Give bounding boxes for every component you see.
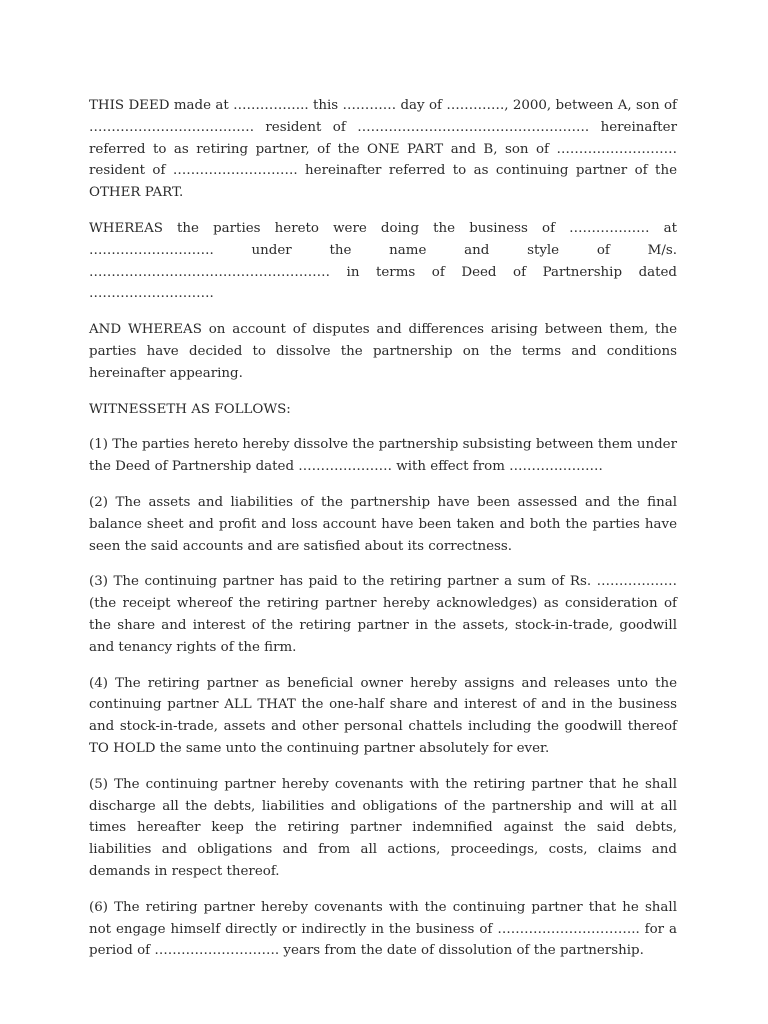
whereas-business-paragraph: WHEREAS the parties hereto were doing the business of ……………… at ………………………. under the name and style of M/s. ……………………………………………… in terms of Deed of Partnership dated ……………………….	[89, 220, 677, 302]
clause-5-liabilities: (5) The continuing partner hereby covenants with the retiring partner that he shall discharge all the debts, liabilities and obligations of the partnership and will at all times hereafter keep the retiring partner indemnified against the said debts, liabilities and obligations and from all actions, proceedings, costs, claims and demands in respect thereof.	[89, 776, 677, 879]
clause-2-accounts: (2) The assets and liabilities of the partnership have been assessed and the final balance sheet and profit and loss account have been taken and both the parties have seen the said accounts and are satisfied about its correctness.	[89, 494, 677, 554]
and-whereas-disputes-paragraph: AND WHEREAS on account of disputes and differences arising between them, the parties have decided to dissolve the partnership on the terms and conditions hereinafter appearing.	[89, 322, 677, 381]
deed-opening-paragraph: THIS DEED made at …………….. this ………… day of …………., 2000, between A, son of ………………………………. resident of ……………………………………………. hereinafter referred to as retiring partner, of the ONE PART and B, son of ……………………… resident of ………………………. hereinafter referred to as continuing partner of the OTHER PART.	[89, 98, 677, 201]
witnesseth-heading: WITNESSETH AS FOLLOWS:	[89, 401, 291, 417]
clause-3-payment: (3) The continuing partner has paid to the retiring partner a sum of Rs. ……………… (the receipt whereof the retiring partner hereby acknowledges) as consideration of the share and interest of the retiring partner in the assets, stock-in-trade, goodwill and tenancy rights of the firm.	[89, 574, 677, 655]
clause-6-non-compete: (6) The retiring partner hereby covenants with the continuing partner that he shall not engage himself directly or indirectly in the business of ………………………….. for a period of ………………………. years from the date of dissolution of the partnership.	[89, 899, 677, 959]
clause-1-dissolution: (1) The parties hereto hereby dissolve the partnership subsisting between them under the Deed of Partnership dated ………………… with effect from …………………	[89, 437, 677, 475]
deed-document	[89, 95, 677, 976]
clause-4-assignment: (4) The retiring partner as beneficial owner hereby assigns and releases unto the continuing partner ALL THAT the one-half share and interest of and in the business and stock-in-trade, assets and other personal chattels including the goodwill thereof TO HOLD the same unto the continuing partner absolutely for ever.	[89, 675, 677, 756]
